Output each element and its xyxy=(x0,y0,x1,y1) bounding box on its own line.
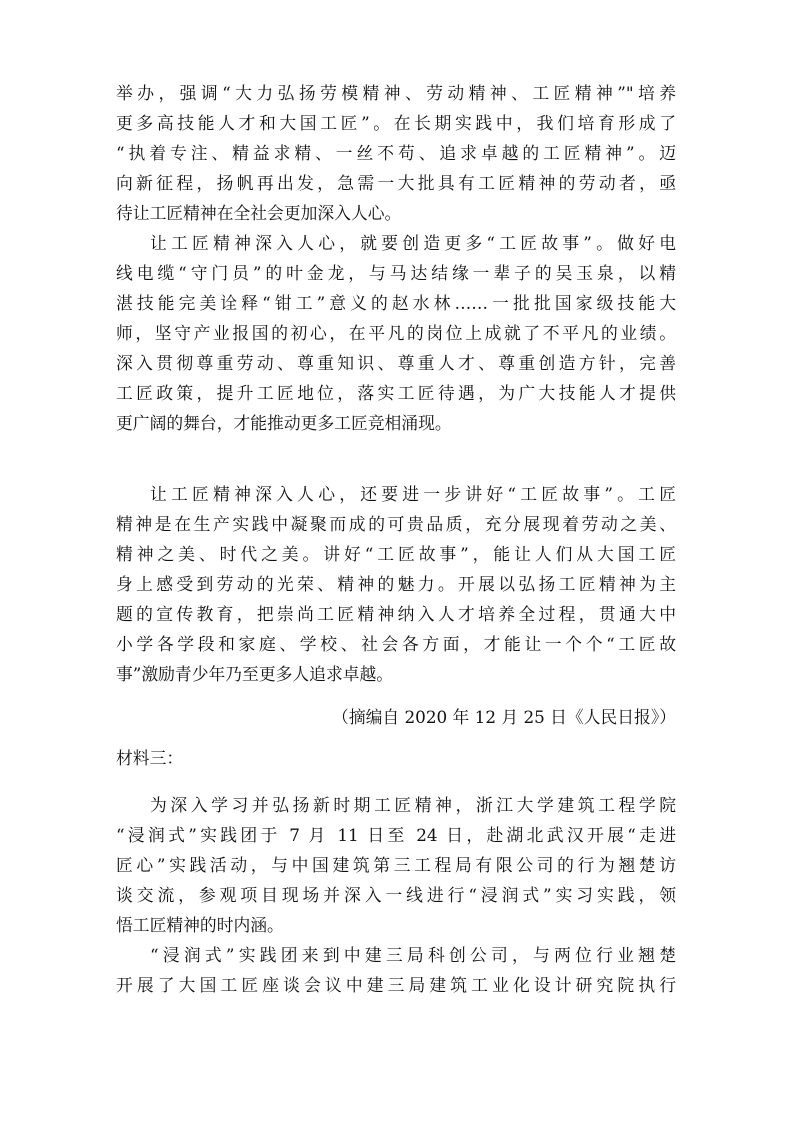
text-line: 举办，强调“大力弘扬劳模精神、劳动精神、工匠精神”"培养 xyxy=(116,83,676,103)
text-line: 身上感受到劳动的光荣、精神的魅力。开展以弘扬工匠精神为主 xyxy=(116,574,676,594)
text-line: 让工匠精神深入人心，就要创造更多“工匠故事”。做好电 xyxy=(150,233,676,253)
text-line: “执着专注、精益求精、一丝不苟、追求卓越的工匠精神”。迈 xyxy=(116,143,676,163)
text-line: 小学各学段和家庭、学校、社会各方面，才能让一个个“工匠故 xyxy=(116,634,676,654)
paragraph-5 xyxy=(116,940,676,1000)
text-line: 开展了大国工匠座谈会议中建三局建筑工业化设计研究院执行 xyxy=(116,975,676,995)
text-line: 线电缆“守门员”的叶金龙，与马达结缘一辈子的吴玉泉，以精 xyxy=(116,263,676,283)
text-line: 工匠政策，提升工匠地位，落实工匠待遇，为广大技能人才提供 xyxy=(116,383,676,403)
paragraph-2 xyxy=(116,228,676,438)
citation-line: （摘编自 2020 年 12 月 25 日《人民日报》） xyxy=(332,707,676,727)
text-line: 师，坚守产业报国的初心，在平凡的岗位上成就了不平凡的业绩。 xyxy=(116,323,676,343)
text-line: 事”激励青少年乃至更多人追求卓越。 xyxy=(116,664,394,684)
paragraph-3 xyxy=(116,479,676,689)
text-line: 为深入学习并弘扬新时期工匠精神，浙江大学建筑工程学院 xyxy=(150,795,676,815)
text-line: 精神之美、时代之美。讲好“工匠故事”，能让人们从大国工匠 xyxy=(116,544,676,564)
text-line: 题的宣传教育，把崇尚工匠精神纳入人才培养全过程，贯通大中 xyxy=(116,604,676,624)
paragraph-4 xyxy=(116,790,676,940)
text-line: 待让工匠精神在全社会更加深入人心。 xyxy=(116,203,402,223)
material-heading xyxy=(116,743,676,773)
text-line: 让工匠精神深入人心，还要进一步讲好“工匠故事”。工匠 xyxy=(150,484,676,504)
text-line: 深入贯彻尊重劳动、尊重知识、尊重人才、尊重创造方针，完善 xyxy=(116,353,676,373)
text-line: 谈交流，参观项目现场并深入一线进行“浸润式”实习实践，领 xyxy=(116,885,676,905)
text-line: 精神是在生产实践中凝聚而成的可贵品质，充分展现着劳动之美、 xyxy=(116,514,676,534)
text-line: 更广阔的舞台，才能推动更多工匠竞相涌现。 xyxy=(116,413,452,433)
text-line: 更多高技能人才和大国工匠”。在长期实践中，我们培育形成了 xyxy=(116,113,676,133)
text-line: “浸润式”实践团于 7 月 11 日至 24 日，赴湖北武汉开展“走进 xyxy=(116,825,676,845)
heading-line: 材料三： xyxy=(116,748,184,768)
paragraph-1 xyxy=(116,78,676,228)
text-line: 向新征程，扬帆再出发，急需一大批具有工匠精神的劳动者，亟 xyxy=(116,173,676,193)
text-line: 悟工匠精神的时内涵。 xyxy=(116,915,284,935)
text-line: “浸润式”实践团来到中建三局科创公司，与两位行业翘楚 xyxy=(150,945,676,965)
text-line: 湛技能完美诠释“钳工”意义的赵水林……一批批国家级技能大 xyxy=(116,293,676,313)
source-citation xyxy=(116,702,676,732)
text-line: 匠心”实践活动，与中国建筑第三工程局有限公司的行为翘楚访 xyxy=(116,855,676,875)
